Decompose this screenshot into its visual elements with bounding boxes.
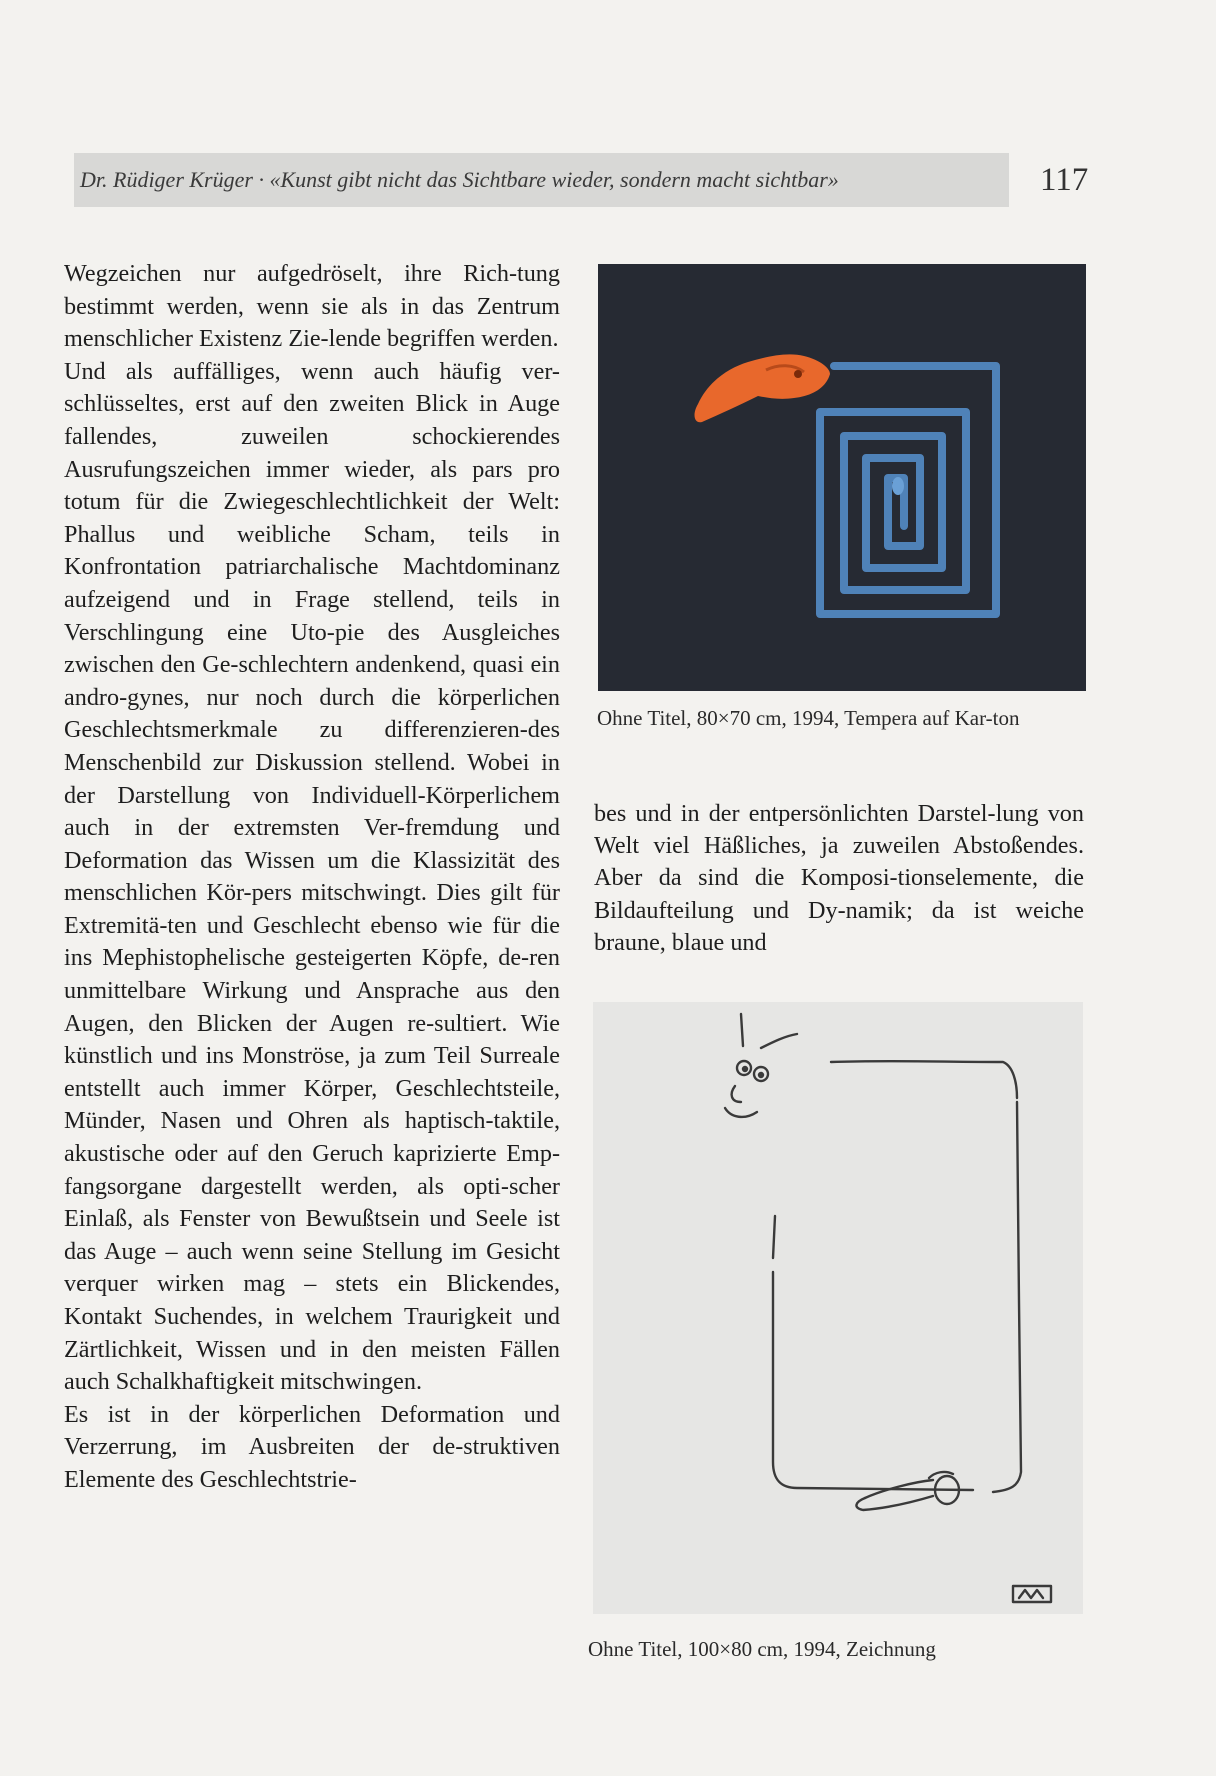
painting-spiral-image [598, 264, 1086, 691]
paragraph: Und als auffälliges, wenn auch häufig ver-schlüsseltes, erst auf den zweiten Blick in Auge fallendes, zuweilen schockierendes Ausrufungszeichen immer wieder, als pars pro totum für die Zwiegeschlechtlichkeit der Welt: Phallus und weibliche Scham, teils in Konfrontation patriarchalische Machtdominanz aufzeigend und in Frage stellend, teils in Verschlingung eine Uto-pie des Ausgleiches zwischen den Ge-schlechtern andenkend, quasi ein andro-gynes, nur noch durch die körperlichen Geschlechtsmerkmale zu differenzieren-des Menschenbild zur Diskussion stellend. Wobei in der Darstellung von Individuell-Körperlichem auch in der extremsten Ver-fremdung und Deformation das Wissen um die Klassizität des menschlichen Kör-pers mitschwingt. Dies gilt für Extremitä-ten und Geschlecht ebenso wie für die ins Mephistophelische gesteigerten Köpfe, de-ren unmittelbare Wirkung und Ansprache aus den Augen, den Blicken der Augen re-sultiert. Wie künstlich und ins Monströse, ja zum Teil Surreale entstellt auch immer Körper, Geschlechtsteile, Münder, Nasen und Ohren als haptisch-taktile, akustische oder auf den Geruch kaprizierte Emp-fangsorgane dargestellt werden, als opti-scher Einlaß, als Fenster von Bewußtsein und Seele ist das Auge – auch wenn seine Stellung im Gesicht verquer wirken mag – stets ein Blickendes, Kontakt Suchendes, in welchem Traurigkeit und Zärtlichkeit, Wissen und in den meisten Fällen auch Schalkhaftigkeit mitschwingen. [64, 357, 560, 1396]
figure-caption: Ohne Titel, 80×70 cm, 1994, Tempera auf Kar-ton [597, 706, 1020, 730]
paragraph: Es ist in der körperlichen Deformation und Verzerrung, im Ausbreiten der de-struktiven Elemente des Geschlechtstrie- [64, 1400, 560, 1493]
running-title: Dr. Rüdiger Krüger · «Kunst gibt nicht das Sichtbare wieder, sondern macht sichtbar» [80, 167, 839, 192]
paragraph: bes und in der entpersönlichten Darstel-lung von Welt viel Häßliches, ja zuweilen Abstoßendes. Aber da sind die Komposi-tionselemente, die Bildaufteilung und Dy-namik; da ist weiche braune, blaue und [594, 800, 1084, 956]
page-number: 117 [1040, 162, 1089, 198]
paragraph: Wegzeichen nur aufgedröselt, ihre Rich-tung bestimmt werden, wenn sie als in das Zentrum menschlicher Existenz Zie-lende begriffen werden. [64, 260, 560, 353]
figure-caption: Ohne Titel, 100×80 cm, 1994, Zeichnung [588, 1637, 936, 1661]
line-drawing-image [593, 1002, 1083, 1614]
right-text-column [594, 798, 1084, 959]
left-text-column [64, 258, 560, 1497]
running-header [74, 153, 1009, 207]
